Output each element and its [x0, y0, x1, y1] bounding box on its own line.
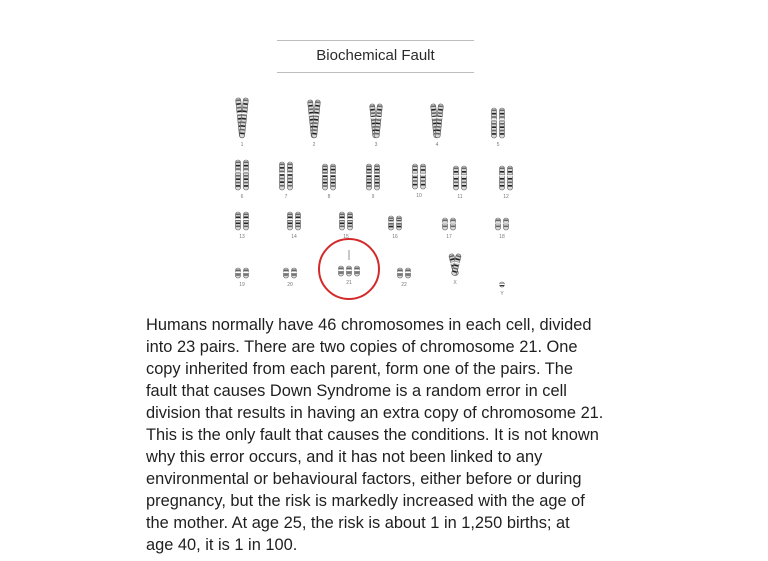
chromosome-pair-12	[499, 166, 513, 200]
chromosome-label: 14	[291, 234, 297, 240]
chromosome-label: 18	[499, 234, 505, 240]
chromosome-pair-8	[322, 164, 336, 200]
chromosome-label: 11	[457, 194, 463, 200]
chromosome-label: 1	[240, 142, 244, 148]
title-bottom-rule	[277, 72, 474, 73]
chromosome-pair-Y	[499, 282, 505, 297]
paragraph-line: into 23 pairs. There are two copies of chromosome 21. One	[146, 338, 578, 356]
paragraph-line: age 40, it is 1 in 100.	[146, 536, 298, 554]
paragraph-line: why this error occurs, and it has not been linked to any	[146, 448, 543, 466]
chromosome-label: 4	[435, 142, 439, 148]
chromosome-pair-21	[319, 239, 379, 299]
chromosome-pair-14	[287, 212, 301, 240]
slide-title: Biochemical Fault	[316, 47, 435, 64]
chromosome-label: 16	[392, 234, 398, 240]
chromosome-pair-2	[307, 100, 321, 148]
paragraph-line: division that results in having an extra copy of chromosome 21.	[146, 404, 604, 422]
chromosome-label: Y	[500, 291, 504, 297]
chromosome-pair-13	[235, 212, 249, 240]
paragraph-line: pregnancy, but the risk is markedly increased with the age of	[146, 492, 585, 510]
chromosome-label: 17	[446, 234, 452, 240]
chromosome-pair-5	[491, 108, 505, 148]
body-paragraph	[146, 314, 646, 556]
chromosome-pair-3	[369, 104, 383, 148]
chromosome-label: 12	[503, 194, 509, 200]
paragraph-line: the mother. At age 25, the risk is about 1 in 1,250 births; at	[146, 514, 570, 532]
paragraph-line: copy inherited from each parent, form one of the pairs. The	[146, 360, 573, 378]
chromosome-pair-7	[279, 162, 293, 200]
chromosome-pair-18	[495, 218, 509, 240]
chromosome-pair-4	[430, 104, 444, 148]
karyotype-figure	[222, 92, 522, 302]
chromosome-pair-6	[235, 160, 249, 200]
chromosome-pair-15	[339, 212, 353, 240]
chromosome-label: 2	[312, 142, 316, 148]
chromosome-label: 6	[240, 194, 244, 200]
chromosome-pair-1	[235, 98, 249, 148]
chromosome-label: 22	[401, 282, 407, 288]
chromosome-label: 15	[343, 234, 349, 240]
chromosome-pair-20	[283, 268, 297, 288]
chromosome-label: 20	[287, 282, 293, 288]
chromosome-pair-19	[235, 268, 249, 288]
chromosome-pair-X	[448, 253, 461, 286]
chromosome-label: 3	[374, 142, 378, 148]
chromosome-pair-9	[366, 164, 380, 200]
karyotype-image	[222, 92, 522, 302]
paragraph-line: fault that causes Down Syndrome is a random error in cell	[146, 382, 567, 400]
paragraph-line: Humans normally have 46 chromosomes in each cell, divided	[146, 316, 592, 334]
chromosome-label: 21	[346, 280, 352, 286]
title-top-rule	[277, 40, 474, 41]
chromosome-pair-10	[412, 164, 426, 199]
chromosome-label: X	[453, 280, 457, 286]
paragraph-line: This is the only fault that causes the conditions. It is not known	[146, 426, 599, 444]
chromosome-label: 7	[284, 194, 288, 200]
paragraph-line: environmental or behavioural factors, either before or during	[146, 470, 582, 488]
chromosome-label: 9	[371, 194, 375, 200]
chromosome-pair-22	[397, 268, 411, 288]
chromosome-label: 19	[239, 282, 245, 288]
chromosome-pair-17	[442, 218, 456, 240]
chromosome-pair-16	[388, 216, 402, 240]
chromosome-label: 5	[496, 142, 500, 148]
chromosome-pair-11	[453, 166, 467, 200]
chromosome-label: 8	[327, 194, 331, 200]
chromosome-label: 10	[416, 193, 422, 199]
chromosome-label: 13	[239, 234, 245, 240]
